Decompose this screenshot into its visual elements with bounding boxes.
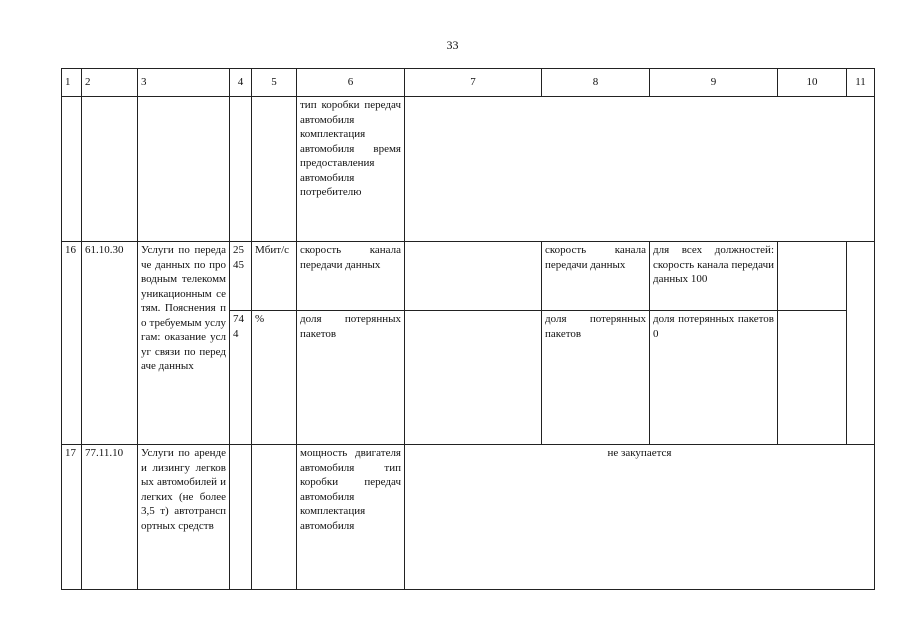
col-header-8: 8: [542, 69, 650, 97]
characteristic: мощность двигателя автомобиля тип коробки передач автомобиля комплектация автомобиля: [297, 445, 405, 590]
col-header-9: 9: [650, 69, 778, 97]
col-header-3: 3: [138, 69, 230, 97]
col-header-2: 2: [82, 69, 138, 97]
procurement-note: не закупается: [405, 445, 875, 590]
unit-name: Мбит/с: [252, 242, 297, 311]
table-row-16: [62, 242, 875, 311]
column-number-row: [62, 69, 875, 97]
okpd-code: 61.10.30: [82, 242, 138, 445]
col-header-6: 6: [297, 69, 405, 97]
col-header-1: 1: [62, 69, 82, 97]
col-header-5: 5: [252, 69, 297, 97]
continuation-merged-cell: [405, 97, 875, 242]
unit-name: %: [252, 311, 297, 445]
page-bottom-margin: [0, 604, 905, 640]
characteristic-value: для всех должностей: скорость канала передачи данных 100: [650, 242, 778, 311]
continuation-row: [62, 97, 875, 242]
table-row-17: [62, 445, 875, 590]
col-header-7: 7: [405, 69, 542, 97]
characteristic: доля потерянных пакетов: [297, 311, 405, 445]
characteristic: скорость канала передачи данных: [297, 242, 405, 311]
col-header-11: 11: [847, 69, 875, 97]
service-name: Услуги по аренде и лизингу легковых автомобилей и легких (не более 3,5 т) автотранспортных средств: [138, 445, 230, 590]
continuation-characteristics: тип коробки передач автомобиля комплектация автомобиля время предоставления автомобиля потребителю: [297, 97, 405, 242]
row-number: 16: [62, 242, 82, 445]
col-header-4: 4: [230, 69, 252, 97]
okei-code: 744: [230, 311, 252, 445]
characteristic-value: доля потерянных пакетов 0: [650, 311, 778, 445]
requirements-table: [61, 68, 875, 590]
okpd-code: 77.11.10: [82, 445, 138, 590]
characteristic-col8: доля потерянных пакетов: [542, 311, 650, 445]
okei-code: 2545: [230, 242, 252, 311]
row-number: 17: [62, 445, 82, 590]
service-name: Услуги по передаче данных по проводным телекоммуникационным сетям. Пояснения по требуемым услугам: оказание услуг связи по передаче данных: [138, 242, 230, 445]
page-number: 33: [446, 38, 459, 52]
characteristic-col8: скорость канала передачи данных: [542, 242, 650, 311]
col-header-10: 10: [778, 69, 847, 97]
